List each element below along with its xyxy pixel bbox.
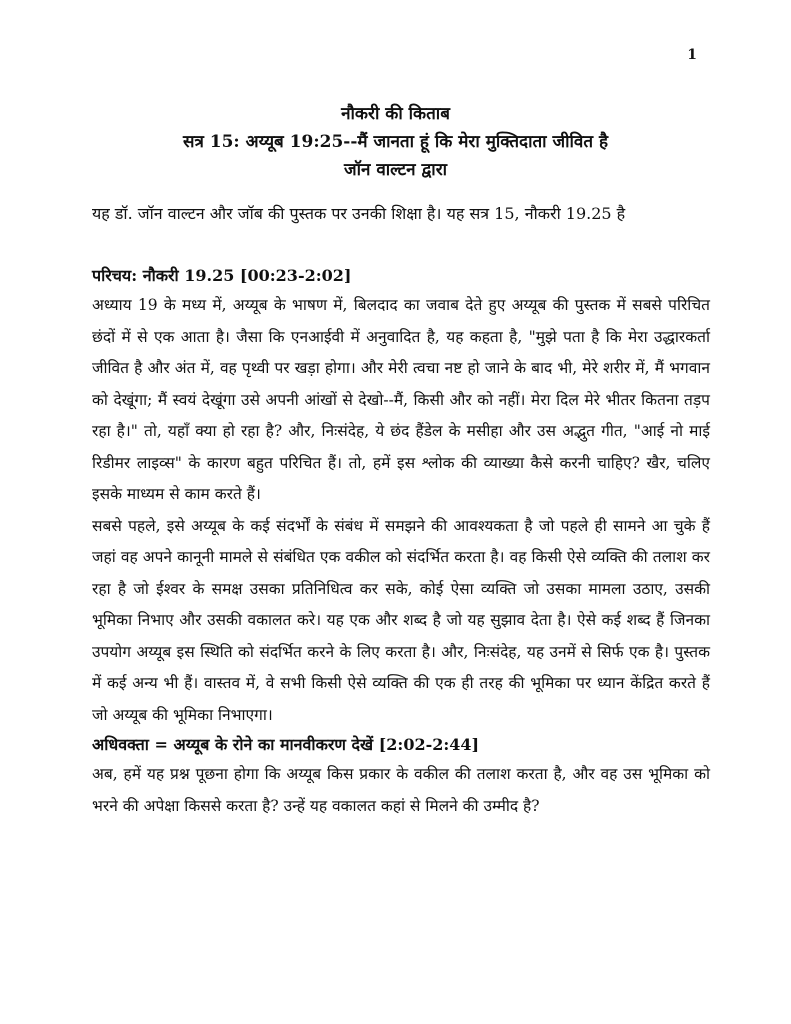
author-line: जॉन वाल्टन द्वारा <box>343 160 448 180</box>
section-heading: अधिवक्ता = अय्यूब के रोने का मानवीकरण देखें [2:02-2:44] <box>92 735 480 754</box>
session-title: सत्र 15: अय्यूब 19:25--मैं जानता हूं कि मेरा मुक्तिदाता जीवित है <box>182 132 609 152</box>
section-heading: परिचय: नौकरी 19.25 [00:23-2:02] <box>92 266 352 285</box>
paragraph: अब, हमें यह प्रश्न पूछना होगा कि अय्यूब किस प्रकार के वकील की तलाश करता है, और वह उस भूमिका को भरने की अपेक्षा किससे करता है? उन्हें यह वकालत कहां से मिलने की उम्मीद है? <box>92 765 710 815</box>
section-introduction <box>92 262 710 731</box>
intro-line: यह डॉ. जॉन वाल्टन और जॉब की पुस्तक पर उनकी शिक्षा है। यह सत्र 15, नौकरी 19.25 है <box>92 204 626 223</box>
page-number: 1 <box>687 47 697 63</box>
title-block <box>0 100 791 184</box>
paragraph: अध्याय 19 के मध्य में, अय्यूब के भाषण में, बिलदाद का जवाब देते हुए अय्यूब की पुस्तक में सबसे परिचित छंदों में से एक आता है। जैसा कि एनआईवी में अनुवादित है, यह कहता है, "मुझे पता है कि मेरा उद्धारकर्ता जीवित है और अंत में, वह पृथ्वी पर खड़ा होगा। और मेरी त्वचा नष्ट हो जाने के बाद भी, मेरे शरीर में, मैं भगवान को देखूंगा; मैं स्वयं देखूंगा उसे अपनी आंखों से देखो--मैं, किसी और को नहीं। मेरा दिल मेरे भीतर कितना तड़प रहा है।" तो, यहाँ क्या हो रहा है? और, निःसंदेह, ये छंद हैंडेल के मसीहा और उस अद्भुत गीत, "आई नो माई रिडीमर लाइव्स" के कारण बहुत परिचित हैं। तो, हमें इस श्लोक की व्याख्या कैसे करनी चाहिए? खैर, चलिए इसके माध्यम से काम करते हैं। <box>92 296 710 503</box>
document-body <box>92 200 710 822</box>
paragraph: सबसे पहले, इसे अय्यूब के कई संदर्भों के संबंध में समझने की आवश्यकता है जो पहले ही सामने आ चुके हैं जहां वह अपने कानूनी मामले से संबंधित एक वकील को संदर्भित करता है। वह किसी ऐसे व्यक्ति की तलाश कर रहा है जो ईश्वर के समक्ष उसका प्रतिनिधित्व कर सके, कोई ऐसा व्यक्ति जो उसका मामला उठाए, उसकी भूमिका निभाए और उसकी वकालत करे। यह एक और शब्द है जो यह सुझाव देता है। ऐसे कई शब्द हैं जिनका उपयोग अय्यूब इस स्थिति को संदर्भित करने के लिए करता है। और, निःसंदेह, यह उनमें से सिर्फ एक है। पुस्तक में कई अन्य भी हैं। वास्तव में, वे सभी किसी ऐसे व्यक्ति की एक ही तरह की भूमिका पर ध्यान केंद्रित करते हैं जो अय्यूब की भूमिका निभाएगा। <box>92 516 710 724</box>
section-advocate <box>92 731 710 822</box>
book-title: नौकरी की किताब <box>341 104 450 124</box>
